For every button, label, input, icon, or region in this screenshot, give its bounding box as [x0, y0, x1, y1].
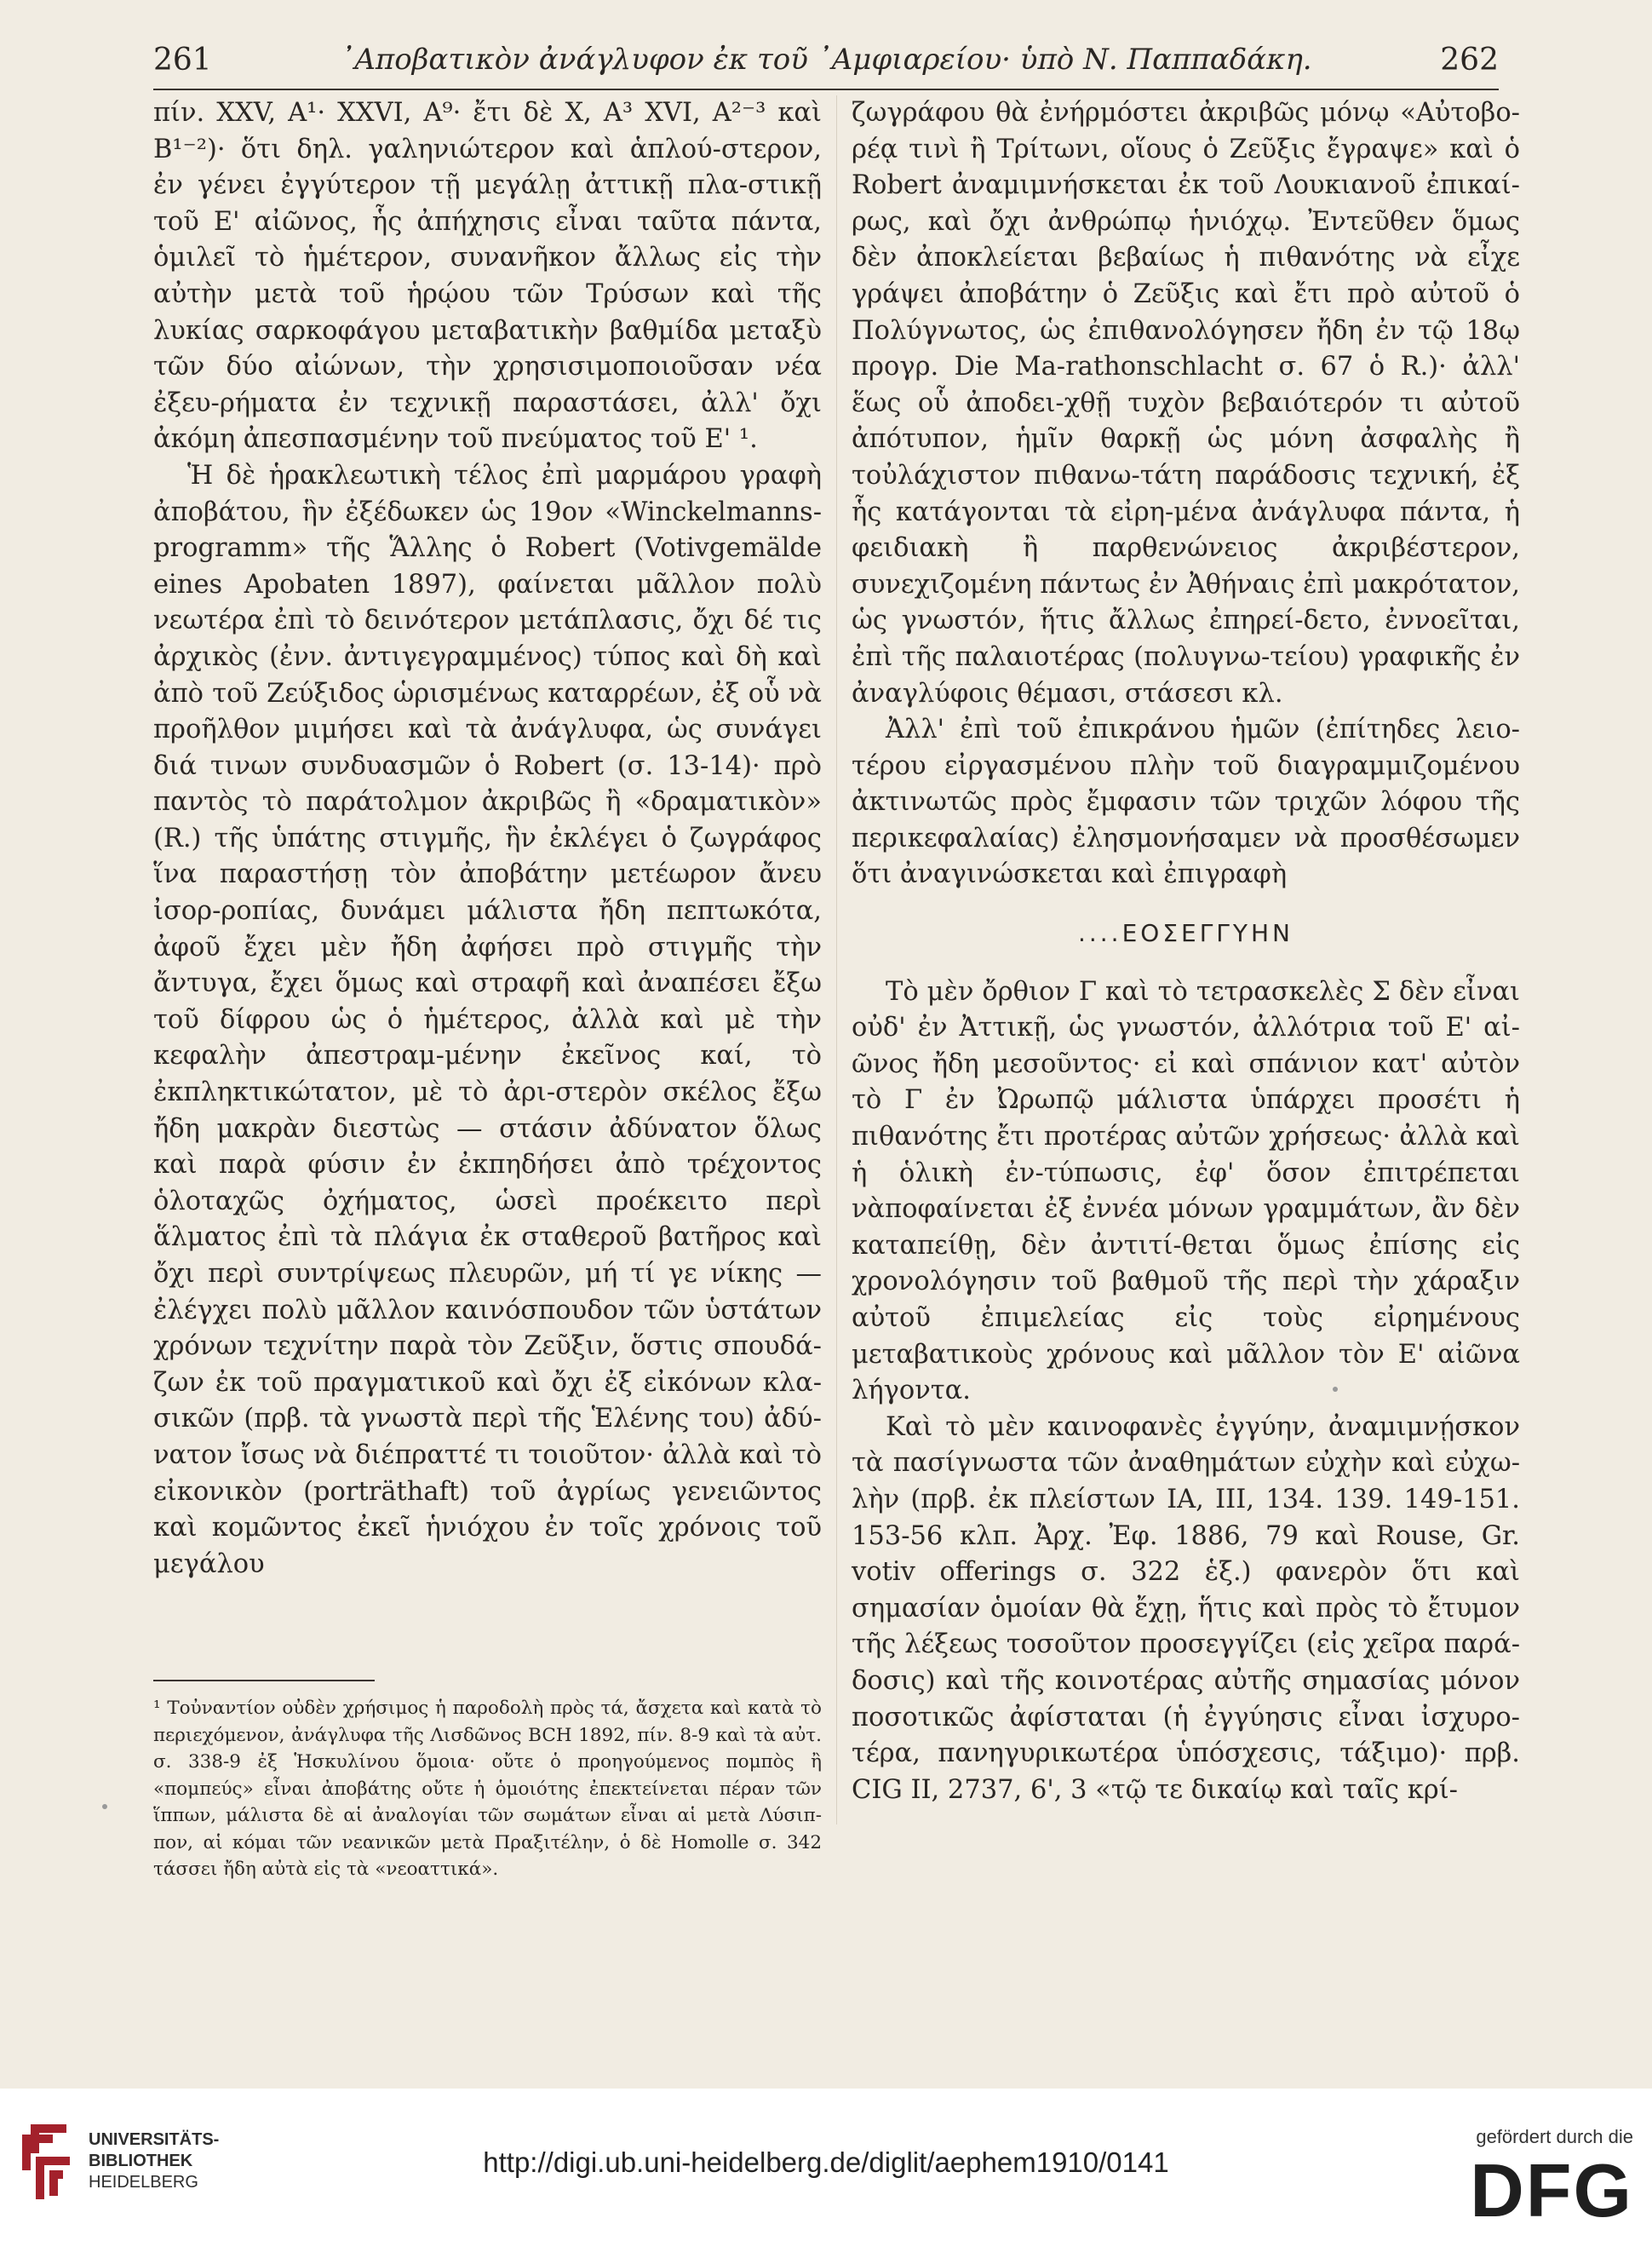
right-paragraph-2: Ἀλλ' ἐπὶ τοῦ ἐπικράνου ἡμῶν (ἐπίτηδες λειο-τέρου εἰργασμένου πλὴν τοῦ διαγραμμιζομένου ἀκτινωτῶς πρὸς ἔμφασιν τῶν τριχῶν λόφου τῆς περικεφαλαίας) ἐλησμονήσαμεν νὰ προσθέσωμεν ὅτι ἀναγινώσκεται καὶ ἐπιγραφὴ	[852, 715, 1520, 890]
funder-caption: gefördert durch die	[1476, 2126, 1633, 2147]
right-column	[852, 95, 1520, 1808]
page-number-left: 261	[153, 42, 212, 78]
right-paragraph-1: ζωγράφου θὰ ἐνήρμόστει ἀκριβῶς μόνῳ «Αὐτοβο-ρέᾳ τινὶ ἢ Τρίτωνι, οἵους ὁ Ζεῦξις ἔγραψε» καὶ ὁ Robert ἀναμιμνήσκεται ἐκ τοῦ Λουκιανοῦ ἐπικαί-ρως, καὶ ὄχι ἀνθρώπῳ ἡνιόχῳ. Ἐντεῦθεν ὅμως δὲν ἀποκλείεται βεβαίως ἡ πιθανότης νὰ εἶχε γράψει ἀποβάτην ὁ Ζεῦξις καὶ ἔτι πρὸ αὐτοῦ ὁ Πολύγνωτος, ὡς ἐπιθανολόγησεν ἤδη ἐν τῷ 18ῳ προγρ. Die Ma-rathonschlacht σ. 67 ὁ R.)· ἀλλ' ἕως οὗ ἀποδει-χθῇ τυχὸν βεβαιότερόν τι αὐτοῦ ἀπότυπον, ἡμῖν θαρκῇ ὡς μόνη ἀσφαλὴς ἢ τοὐλάχιστον πιθανω-τάτη παράδοσις τεχνική, ἐξ ἧς κατάγονται τὰ εἰρη-μένα ἀνάγλυφα πάντα, ἡ φειδιακὴ ἢ παρθενώνειος ἀκριβέστερον, συνεχιζομένη πάντως ἐν Ἀθήναις ἐπὶ μακρότατον, ὡς γνωστόν, ἥτις ἄλλως ἐπηρεί-δετο, ἐννοεῖται, ἐπὶ τῆς παλαιοτέρας (πολυγνω-τείου) γραφικῆς ἐν ἀναγλύφοις θέμασι, στάσεσι κλ.	[852, 98, 1520, 709]
left-paragraph-2: Ἡ δὲ ἡρακλεωτικὴ τέλος ἐπὶ μαρμάρου γραφὴ ἀποβάτου, ἣν ἐξέδωκεν ὡς 19ον «Winckelmanns-programm» τῆς Ἅλλης ὁ Robert (Votivgemälde eines Apobaten 1897), φαίνεται μᾶλλον πολὺ νεωτέρα ἐπὶ τὸ δεινότερον μετάπλασις, ὄχι δέ τις ἀρχικὸς (ἐνν. ἀντιγεγραμμένος) τύπος καὶ δὴ καὶ ἀπὸ τοῦ Ζεύξιδος ὡρισμένως καταρρέων, ἐξ οὗ νὰ προῆλθον μιμήσει καὶ τὰ ἀνάγλυφα, ὡς συνάγει διά τινων συνδυασμῶν ὁ Robert (σ. 13-14)· πρὸ παντὸς τὸ παράτολμον ἀκριβῶς ἢ «δραματικὸν» (R.) τῆς ὑπάτης στιγμῆς, ἣν ἐκλέγει ὁ ζωγράφος ἵνα παραστήσῃ τὸν ἀποβάτην μετέωρον ἄνευ ἰσορ-ροπίας, δυνάμει μάλιστα ἤδη πεπτωκότα, ἀφοῦ ἔχει μὲν ἤδη ἀφήσει πρὸ στιγμῆς τὴν ἄντυγα, ἔχει ὅμως καὶ στραφῆ καὶ ἀναπέσει ἔξω τοῦ δίφρου ὡς ὁ ἡμέτερος, ἀλλὰ καὶ μὲ τὴν κεφαλὴν ἀπεστραμ-μένην ἐκεῖνος καί, τὸ ἐκπληκτικώτατον, μὲ τὸ ἀρι-στερὸν σκέλος ἔξω ἤδη μακρὰν διεστὼς — στάσιν ἀδύνατον ὅλως καὶ παρὰ φύσιν ἐν ἐκπηδήσει ἀπὸ τρέχοντος ὁλοταχῶς ὀχήματος, ὡσεὶ προέκειτο περὶ ἅλματος ἐπὶ τὰ πλάγια ἐκ σταθεροῦ βατῆρος καὶ ὄχι περὶ συντρίψεως πλευρῶν, μή τί γε νίκης — ἐλέγχει πολὺ μᾶλλον καινόσπουδον τῶν ὑστάτων χρόνων τεχνίτην παρὰ τὸν Ζεῦξιν, ὅστις σπουδά-ζων ἐκ τοῦ πραγματικοῦ καὶ ὄχι ἐξ εἰκόνων κλα-σικῶν (πρβ. τὰ γνωστὰ περὶ τῆς Ἑλένης του) ἀδύ-νατον ἴσως νὰ διέπραττέ τι τοιοῦτον· ἀλλὰ καὶ τὸ εἰκονικὸν (porträthaft) τοῦ ἀγρίως γενειῶντος καὶ κομῶντος ἐκεῖ ἡνιόχου ἐν τοῖς χρόνοις τοῦ μεγάλου	[153, 460, 822, 1579]
running-title: ᾿Αποβατικὸν ἀνάγλυφον ἐκ τοῦ ᾿Αμφιαρείου· ὑπὸ Ν. Παππαδάκη.	[340, 43, 1312, 77]
right-paragraph-4: Καὶ τὸ μὲν καινοφανὲς ἐγγύην, ἀναμιμνῄσκον τὰ πασίγνωστα τῶν ἀναθημάτων εὐχὴν καὶ εὐχω-λὴν (πρβ. ἐκ πλείστων IA, III, 134. 139. 149-151. 153-56 κλπ. Ἀρχ. Ἐφ. 1886, 79 καὶ Rouse, Gr. votiv offerings σ. 322 ἑξ.) φανερὸν ὅτι καὶ σημασίαν ὁμοίαν θὰ ἔχῃ, ἥτις καὶ πρὸς τὸ ἔτυμον τῆς λέξεως τοσοῦτον προσεγγίζει (εἰς χεῖρα παρά-δοσις) καὶ τῆς κοινοτέρας αὐτῆς σημασίας μόνον ποσοτικῶς ἀφίσταται (ἡ ἐγγύησις εἶναι ἰσχυρο-τέρα, πανηγυρικωτέρα ὑπόσχεσις, τάξιμο)· πρβ. CIG II, 2737, 6', 3 «τῷ τε δικαίῳ καὶ ταῖς κρί-	[852, 1411, 1520, 1805]
university-library-name: UNIVERSITÄTS- BIBLIOTHEK HEIDELBERG	[89, 2130, 220, 2192]
dfg-logo: DFG	[1470, 2148, 1633, 2232]
running-header	[153, 34, 1499, 85]
inscription-text: ....ΕΟΣΕΓΓΥΗΝ	[1077, 919, 1294, 948]
right-paragraph-3: Τὸ μὲν ὄρθιον Γ καὶ τὸ τετρασκελὲς Σ δὲν εἶναι οὐδ' ἐν Ἀττικῇ, ὡς γνωστόν, ἀλλότρια τοῦ Ε' αἰ-ῶνος ἤδη μεσοῦντος· εἰ καὶ σπάνιον κατ' αὐτὸν τὸ Γ ἐν Ὠρωπῷ μάλιστα ὑπάρχει προσέτι ἡ πιθανότης ἔτι προτέρας αὐτῶν χρήσεως· ἀλλὰ καὶ ἡ ὁλικὴ ἐν-τύπωσις, ἐφ' ὅσον ἐπιτρέπεται νὰποφαίνεται ἐξ ἐννέα μόνων γραμμάτων, ἂν δὲν καταπείθῃ, δὲν ἀντιτί-θεται ὅμως ἐπίσης εἰς χρονολόγησιν τοῦ βαθμοῦ τῆς περὶ τὴν χάραξιν αὐτοῦ ἐπιμελείας εἰς τοὺς εἰρημένους μεταβατικοὺς χρόνους καὶ μᾶλλον τὸν Ε' αἰῶνα λήγοντα.	[852, 976, 1520, 1406]
page-number-right: 262	[1440, 42, 1499, 78]
left-paragraph-1: πίν. XXV, A¹· XXVI, A⁹· ἔτι δὲ X, A³ XVI, A²⁻³ καὶ B¹⁻²)· ὅτι δηλ. γαληνιώτερον καὶ ἁπλού-στερον, ἐν γένει ἐγγύτερον τῇ μεγάλῃ ἀττικῇ πλα-στικῇ τοῦ Ε' αἰῶνος, ἧς ἀπήχησις εἶναι ταῦτα πάντα, ὁμιλεῖ τὸ ἡμέτερον, συνανῆκον ἄλλως εἰς τὴν αὐτὴν μετὰ τοῦ ἡρῴου τῶν Τρύσων καὶ τῆς λυκίας σαρκοφάγου μεταβατικὴν βαθμίδα μεταξὺ τῶν δύο αἰώνων, τὴν χρησισιμοποιοῦσαν νέα ἐξευ-ρήματα ἐν τεχνικῇ παραστάσει, ἀλλ' ὄχι ἀκόμη ἀπεσπασμένην τοῦ πνεύματος τοῦ Ε' ¹.	[153, 98, 822, 455]
column-gutter	[836, 95, 837, 1824]
permalink-url[interactable]: http://digi.ub.uni-heidelberg.de/diglit/aephem1910/0141	[483, 2146, 1169, 2178]
left-column	[153, 95, 822, 1583]
footnote-rule	[153, 1680, 375, 1681]
scan-speck	[102, 1804, 107, 1809]
scan-speck	[1333, 1387, 1338, 1392]
header-rule	[153, 89, 1499, 90]
footnote: ¹ Τοὐναντίον οὐδὲν χρήσιμος ἡ παροδολὴ πρὸς τά, ἄσχετα καὶ κατὰ τὸ περιεχόμενον, ἀνάγλυφα τῆς Λισδῶνος BCH 1892, πίν. 8-9 καὶ τὰ αὐτ. σ. 338-9 ἐξ Ἡσκυλίνου ὅμοια· οὔτε ὁ προηγούμενος πομπὸς ἢ «πομπεύς» εἶναι ἀποβάτης οὔτε ἡ ὁμοιότης ἐπεκτείνεται πέραν τῶν ἵππων, μάλιστα δὲ αἱ ἀναλογίαι τῶν σωμάτων εἶναι αἱ μετὰ Λύσιπ-πον, αἱ κόμαι τῶν νεανικῶν μετὰ Πραξιτέλην, ὁ δὲ Homolle σ. 342 τάσσει ἤδη αὐτὰ εἰς τὰ «νεοαττικά».	[153, 1698, 822, 1880]
